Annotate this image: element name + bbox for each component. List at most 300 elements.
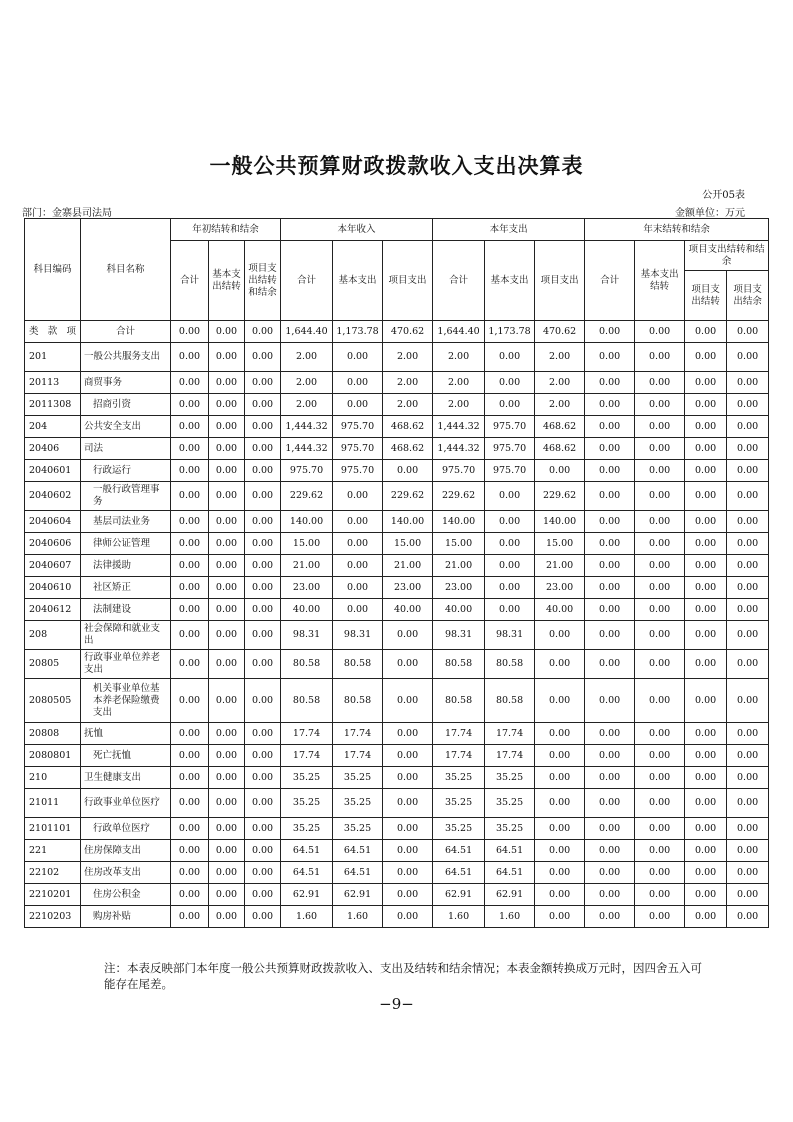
row-value: 0.00 — [171, 394, 209, 416]
row-name: 抚恤 — [81, 723, 171, 745]
row-value: 21.00 — [433, 555, 485, 577]
row-value: 23.00 — [281, 577, 333, 599]
row-value: 0.00 — [585, 343, 635, 372]
row-value: 0.00 — [635, 745, 685, 767]
header-group-income: 本年收入 — [281, 219, 433, 241]
row-value: 0.00 — [209, 840, 245, 862]
total-cell: 0.00 — [727, 321, 769, 343]
row-value: 0.00 — [245, 621, 281, 650]
row-value: 1.60 — [485, 906, 535, 928]
row-value: 0.00 — [685, 723, 727, 745]
row-value: 0.00 — [685, 577, 727, 599]
row-value: 1,444.32 — [281, 438, 333, 460]
row-value: 975.70 — [333, 438, 383, 460]
row-value: 98.31 — [433, 621, 485, 650]
row-value: 98.31 — [485, 621, 535, 650]
budget-table — [24, 218, 769, 928]
row-name: 行政事业单位养老支出 — [81, 650, 171, 679]
row-value: 140.00 — [535, 511, 585, 533]
row-value: 0.00 — [727, 438, 769, 460]
header-group-expense: 本年支出 — [433, 219, 585, 241]
row-value: 0.00 — [685, 745, 727, 767]
row-value: 0.00 — [209, 818, 245, 840]
row-value: 0.00 — [685, 460, 727, 482]
row-value: 0.00 — [585, 621, 635, 650]
row-value: 80.58 — [485, 650, 535, 679]
row-value: 1.60 — [281, 906, 333, 928]
row-value: 0.00 — [727, 789, 769, 818]
table-row — [25, 577, 769, 599]
row-value: 35.25 — [433, 789, 485, 818]
table-row — [25, 343, 769, 372]
page-number: −9− — [379, 995, 414, 1013]
row-value: 0.00 — [171, 438, 209, 460]
row-name: 公共安全支出 — [81, 416, 171, 438]
row-value: 0.00 — [727, 599, 769, 621]
table-row — [25, 679, 769, 723]
row-value: 0.00 — [209, 599, 245, 621]
row-value: 35.25 — [485, 818, 535, 840]
row-value: 64.51 — [281, 840, 333, 862]
row-name: 机关事业单位基本养老保险缴费支出 — [81, 679, 171, 723]
row-value: 0.00 — [535, 862, 585, 884]
table-row — [25, 745, 769, 767]
row-value: 23.00 — [535, 577, 585, 599]
header-begin-basic: 基本支出结转 — [209, 241, 245, 321]
total-cell: 1,644.40 — [433, 321, 485, 343]
row-value: 0.00 — [171, 372, 209, 394]
row-value: 17.74 — [333, 745, 383, 767]
table-row — [25, 394, 769, 416]
row-value: 0.00 — [585, 511, 635, 533]
row-value: 140.00 — [433, 511, 485, 533]
row-value: 140.00 — [281, 511, 333, 533]
row-code: 2040601 — [25, 460, 81, 482]
row-value: 0.00 — [383, 789, 433, 818]
row-code: 2210203 — [25, 906, 81, 928]
row-value: 0.00 — [383, 621, 433, 650]
row-value: 0.00 — [585, 438, 635, 460]
row-value: 64.51 — [333, 840, 383, 862]
row-value: 0.00 — [209, 767, 245, 789]
row-value: 0.00 — [333, 511, 383, 533]
row-value: 1.60 — [333, 906, 383, 928]
row-value: 0.00 — [485, 533, 535, 555]
row-value: 0.00 — [727, 862, 769, 884]
row-code: 2040604 — [25, 511, 81, 533]
table-row — [25, 723, 769, 745]
row-value: 23.00 — [383, 577, 433, 599]
row-value: 0.00 — [585, 884, 635, 906]
row-value: 0.00 — [585, 460, 635, 482]
header-begin-project: 项目支出结转和结余 — [245, 241, 281, 321]
row-value: 0.00 — [209, 533, 245, 555]
footnote: 注：本表反映部门本年度一般公共预算财政拨款收入、支出及结转和结余情况；本表金额转换成万元时，因四舍五入可能存在尾差。 — [104, 961, 702, 991]
kind-xiang: 项 — [66, 325, 76, 337]
row-value: 0.00 — [585, 789, 635, 818]
row-value: 80.58 — [281, 679, 333, 723]
row-value: 0.00 — [245, 511, 281, 533]
header-income-basic: 基本支出 — [333, 241, 383, 321]
row-value: 0.00 — [383, 679, 433, 723]
row-value: 0.00 — [171, 818, 209, 840]
row-value: 62.91 — [433, 884, 485, 906]
row-name: 住房改革支出 — [81, 862, 171, 884]
table-row — [25, 438, 769, 460]
row-value: 0.00 — [635, 416, 685, 438]
row-value: 0.00 — [727, 533, 769, 555]
row-value: 0.00 — [727, 906, 769, 928]
row-value: 1,444.32 — [281, 416, 333, 438]
row-value: 0.00 — [171, 679, 209, 723]
row-value: 0.00 — [635, 599, 685, 621]
row-value: 0.00 — [685, 482, 727, 511]
row-value: 0.00 — [635, 789, 685, 818]
row-value: 0.00 — [209, 621, 245, 650]
row-value: 0.00 — [333, 577, 383, 599]
row-value: 35.25 — [333, 789, 383, 818]
row-value: 0.00 — [209, 745, 245, 767]
row-value: 0.00 — [727, 394, 769, 416]
row-value: 0.00 — [635, 679, 685, 723]
table-row — [25, 621, 769, 650]
row-code: 210 — [25, 767, 81, 789]
row-value: 0.00 — [685, 372, 727, 394]
page-title: 一般公共预算财政拨款收入支出决算表 — [209, 153, 584, 178]
row-value: 40.00 — [281, 599, 333, 621]
row-value: 0.00 — [383, 862, 433, 884]
row-value: 468.62 — [535, 438, 585, 460]
row-value: 0.00 — [585, 577, 635, 599]
row-code: 20808 — [25, 723, 81, 745]
row-name: 社会保障和就业支出 — [81, 621, 171, 650]
row-value: 2.00 — [383, 394, 433, 416]
row-value: 0.00 — [245, 884, 281, 906]
row-value: 0.00 — [383, 906, 433, 928]
row-value: 0.00 — [535, 789, 585, 818]
row-value: 0.00 — [171, 460, 209, 482]
row-code: 201 — [25, 343, 81, 372]
header-name: 科目名称 — [81, 219, 171, 321]
row-value: 0.00 — [245, 679, 281, 723]
row-code: 2011308 — [25, 394, 81, 416]
header-end-project-carry: 项目支出结转 — [685, 271, 727, 321]
table-row — [25, 511, 769, 533]
row-value: 80.58 — [433, 650, 485, 679]
row-name: 行政运行 — [81, 460, 171, 482]
row-value: 0.00 — [171, 650, 209, 679]
row-value: 35.25 — [333, 818, 383, 840]
row-value: 0.00 — [585, 723, 635, 745]
row-value: 0.00 — [245, 789, 281, 818]
row-value: 0.00 — [333, 372, 383, 394]
row-value: 2.00 — [383, 343, 433, 372]
row-value: 0.00 — [585, 862, 635, 884]
row-value: 0.00 — [485, 577, 535, 599]
row-value: 0.00 — [727, 679, 769, 723]
row-value: 0.00 — [635, 482, 685, 511]
row-value: 0.00 — [535, 650, 585, 679]
row-value: 0.00 — [209, 884, 245, 906]
kind-label — [25, 321, 81, 343]
row-value: 0.00 — [585, 533, 635, 555]
row-value: 21.00 — [281, 555, 333, 577]
row-value: 0.00 — [727, 372, 769, 394]
row-value: 0.00 — [245, 482, 281, 511]
header-end-project-balance: 项目支出结余 — [727, 271, 769, 321]
table-row — [25, 460, 769, 482]
row-value: 17.74 — [433, 745, 485, 767]
row-value: 98.31 — [281, 621, 333, 650]
row-value: 0.00 — [209, 511, 245, 533]
row-value: 0.00 — [245, 577, 281, 599]
total-cell: 470.62 — [535, 321, 585, 343]
row-value: 35.25 — [281, 789, 333, 818]
row-value: 35.25 — [433, 818, 485, 840]
row-value: 35.25 — [281, 818, 333, 840]
row-name: 一般公共服务支出 — [81, 343, 171, 372]
row-value: 0.00 — [245, 533, 281, 555]
row-value: 0.00 — [485, 343, 535, 372]
row-value: 0.00 — [171, 906, 209, 928]
row-value: 64.51 — [433, 840, 485, 862]
row-value: 0.00 — [635, 621, 685, 650]
row-value: 0.00 — [171, 533, 209, 555]
row-value: 0.00 — [171, 416, 209, 438]
row-code: 20805 — [25, 650, 81, 679]
row-value: 0.00 — [485, 372, 535, 394]
table-row — [25, 862, 769, 884]
row-value: 0.00 — [635, 577, 685, 599]
row-value: 0.00 — [209, 394, 245, 416]
header-group-end: 年末结转和结余 — [585, 219, 769, 241]
row-value: 17.74 — [281, 723, 333, 745]
row-value: 0.00 — [209, 906, 245, 928]
row-value: 64.51 — [485, 840, 535, 862]
row-value: 0.00 — [535, 767, 585, 789]
row-value: 80.58 — [433, 679, 485, 723]
row-code: 21011 — [25, 789, 81, 818]
row-value: 15.00 — [535, 533, 585, 555]
row-value: 0.00 — [383, 745, 433, 767]
row-value: 0.00 — [727, 416, 769, 438]
row-value: 0.00 — [685, 394, 727, 416]
row-value: 0.00 — [245, 438, 281, 460]
row-value: 0.00 — [727, 818, 769, 840]
row-value: 23.00 — [433, 577, 485, 599]
table-row — [25, 416, 769, 438]
row-value: 0.00 — [333, 533, 383, 555]
header-end-project-group: 项目支出结转和结余 — [685, 241, 769, 271]
row-value: 0.00 — [727, 723, 769, 745]
row-name: 法律援助 — [81, 555, 171, 577]
row-value: 0.00 — [635, 906, 685, 928]
row-value: 17.74 — [485, 723, 535, 745]
row-value: 0.00 — [685, 906, 727, 928]
total-cell: 0.00 — [245, 321, 281, 343]
row-value: 0.00 — [727, 884, 769, 906]
row-value: 62.91 — [485, 884, 535, 906]
table-row — [25, 884, 769, 906]
row-value: 0.00 — [245, 818, 281, 840]
row-value: 2.00 — [281, 394, 333, 416]
kind-lei: 类 — [29, 325, 39, 337]
row-name: 一般行政管理事务 — [81, 482, 171, 511]
row-value: 0.00 — [171, 343, 209, 372]
row-value: 0.00 — [171, 621, 209, 650]
row-name: 行政单位医疗 — [81, 818, 171, 840]
row-value: 0.00 — [635, 394, 685, 416]
row-value: 0.00 — [245, 555, 281, 577]
row-name: 社区矫正 — [81, 577, 171, 599]
table-row — [25, 767, 769, 789]
row-value: 0.00 — [727, 577, 769, 599]
total-cell: 0.00 — [685, 321, 727, 343]
row-value: 0.00 — [685, 533, 727, 555]
row-value: 0.00 — [727, 511, 769, 533]
total-row — [25, 321, 769, 343]
row-name: 卫生健康支出 — [81, 767, 171, 789]
row-name: 律师公证管理 — [81, 533, 171, 555]
row-value: 0.00 — [171, 723, 209, 745]
row-value: 0.00 — [585, 840, 635, 862]
row-value: 64.51 — [485, 862, 535, 884]
row-value: 62.91 — [281, 884, 333, 906]
row-value: 0.00 — [535, 818, 585, 840]
total-cell: 470.62 — [383, 321, 433, 343]
row-value: 0.00 — [685, 555, 727, 577]
row-value: 229.62 — [281, 482, 333, 511]
row-value: 0.00 — [685, 343, 727, 372]
total-cell: 1,173.78 — [485, 321, 535, 343]
row-value: 0.00 — [635, 511, 685, 533]
row-name: 基层司法业务 — [81, 511, 171, 533]
row-name: 行政事业单位医疗 — [81, 789, 171, 818]
row-value: 0.00 — [171, 862, 209, 884]
row-value: 0.00 — [171, 789, 209, 818]
row-value: 468.62 — [535, 416, 585, 438]
table-row — [25, 789, 769, 818]
row-value: 0.00 — [171, 555, 209, 577]
row-value: 0.00 — [727, 621, 769, 650]
row-value: 0.00 — [585, 650, 635, 679]
row-value: 468.62 — [383, 438, 433, 460]
row-name: 住房公积金 — [81, 884, 171, 906]
row-value: 35.25 — [333, 767, 383, 789]
row-value: 229.62 — [433, 482, 485, 511]
row-value: 0.00 — [245, 723, 281, 745]
row-code: 2080505 — [25, 679, 81, 723]
row-value: 229.62 — [383, 482, 433, 511]
row-value: 0.00 — [585, 599, 635, 621]
row-value: 80.58 — [281, 650, 333, 679]
unit-label: 金额单位：万元 — [675, 208, 745, 219]
row-name: 购房补贴 — [81, 906, 171, 928]
row-value: 0.00 — [209, 789, 245, 818]
row-value: 0.00 — [485, 599, 535, 621]
row-code: 20406 — [25, 438, 81, 460]
row-value: 64.51 — [333, 862, 383, 884]
row-value: 0.00 — [585, 555, 635, 577]
total-cell: 0.00 — [585, 321, 635, 343]
row-value: 0.00 — [727, 745, 769, 767]
row-value: 0.00 — [383, 650, 433, 679]
row-value: 0.00 — [245, 372, 281, 394]
row-value: 17.74 — [281, 745, 333, 767]
row-value: 2.00 — [433, 343, 485, 372]
row-value: 0.00 — [635, 818, 685, 840]
row-value: 98.31 — [333, 621, 383, 650]
row-value: 1,444.32 — [433, 438, 485, 460]
table-row — [25, 818, 769, 840]
row-value: 0.00 — [535, 679, 585, 723]
row-code: 2040607 — [25, 555, 81, 577]
row-name: 住房保障支出 — [81, 840, 171, 862]
total-cell: 0.00 — [635, 321, 685, 343]
row-value: 0.00 — [209, 438, 245, 460]
row-value: 0.00 — [245, 394, 281, 416]
header-income-total: 合计 — [281, 241, 333, 321]
row-value: 0.00 — [535, 621, 585, 650]
row-value: 0.00 — [245, 862, 281, 884]
row-name: 商贸事务 — [81, 372, 171, 394]
row-value: 975.70 — [485, 460, 535, 482]
row-value: 0.00 — [635, 343, 685, 372]
row-value: 17.74 — [433, 723, 485, 745]
row-value: 0.00 — [383, 818, 433, 840]
total-label: 合计 — [81, 321, 171, 343]
row-value: 0.00 — [333, 482, 383, 511]
row-value: 0.00 — [685, 599, 727, 621]
row-value: 0.00 — [727, 482, 769, 511]
total-cell: 0.00 — [209, 321, 245, 343]
row-value: 0.00 — [585, 818, 635, 840]
table-row — [25, 906, 769, 928]
row-value: 2.00 — [433, 394, 485, 416]
row-value: 0.00 — [635, 438, 685, 460]
row-value: 0.00 — [245, 416, 281, 438]
row-value: 0.00 — [727, 840, 769, 862]
row-value: 0.00 — [209, 862, 245, 884]
header-expense-project: 项目支出 — [535, 241, 585, 321]
row-value: 62.91 — [333, 884, 383, 906]
row-value: 0.00 — [635, 372, 685, 394]
row-value: 0.00 — [485, 555, 535, 577]
row-value: 0.00 — [585, 372, 635, 394]
row-value: 975.70 — [281, 460, 333, 482]
row-value: 0.00 — [585, 745, 635, 767]
row-value: 2.00 — [535, 343, 585, 372]
row-code: 204 — [25, 416, 81, 438]
row-value: 0.00 — [635, 840, 685, 862]
header-expense-basic: 基本支出 — [485, 241, 535, 321]
row-code: 2040606 — [25, 533, 81, 555]
form-code: 公开05表 — [702, 190, 745, 201]
row-value: 468.62 — [383, 416, 433, 438]
row-value: 0.00 — [535, 723, 585, 745]
row-value: 21.00 — [535, 555, 585, 577]
row-value: 0.00 — [535, 745, 585, 767]
row-value: 0.00 — [171, 599, 209, 621]
row-value: 0.00 — [635, 862, 685, 884]
row-value: 0.00 — [685, 650, 727, 679]
row-value: 64.51 — [281, 862, 333, 884]
table-row — [25, 840, 769, 862]
row-value: 80.58 — [333, 679, 383, 723]
row-value: 0.00 — [383, 723, 433, 745]
row-value: 0.00 — [585, 906, 635, 928]
row-value: 0.00 — [333, 555, 383, 577]
